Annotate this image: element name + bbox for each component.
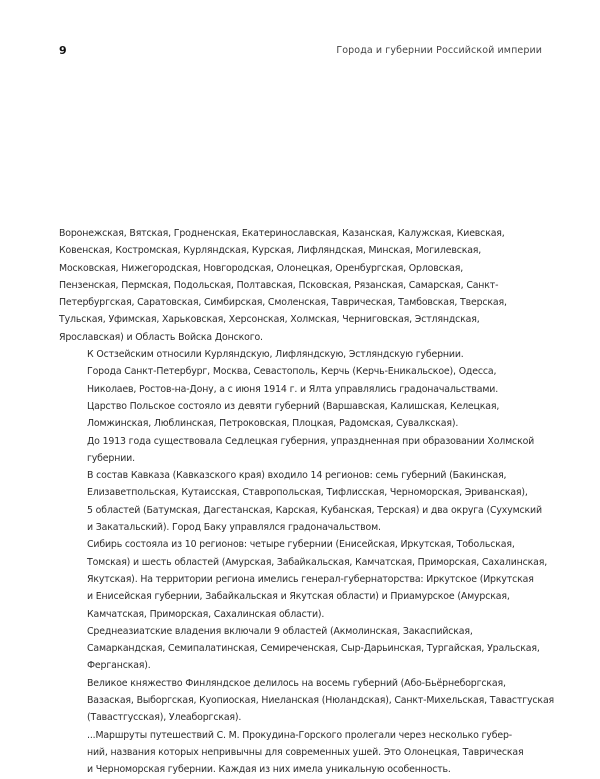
text-line: Ломжинская, Люблинская, Петроковская, Плоцкая, Радомская, Сувалкская). xyxy=(87,418,459,430)
text-line: Томская) и шесть областей (Амурская, Забайкальская, Камчатская, Приморская, Сахалинская, xyxy=(87,556,548,568)
text-line: Пензенская, Пермская, Подольская, Полтавская, Псковская, Рязанская, Самарская, Санкт- xyxy=(59,279,499,291)
text-line: Тульская, Уфимская, Харьковская, Херсонская, Холмская, Черниговская, Эстляндская, xyxy=(59,314,480,326)
text-line: До 1913 года существовала Седлецкая губерния, упраздненная при образовании Холмской xyxy=(87,435,535,447)
text-line: и Енисейская губернии, Забайкальская и Якутская области) и Приамурское (Амурская, xyxy=(87,591,510,603)
paragraph xyxy=(59,727,545,779)
text-line: (Тавастгусская), Улеаборгская). xyxy=(87,712,242,724)
text-line: Елизаветпольская, Кутаисская, Ставропольская, Тифлисская, Черноморская, Эриванская), xyxy=(87,487,528,499)
paragraph xyxy=(59,675,555,727)
paragraph xyxy=(59,225,545,346)
body-text xyxy=(59,225,555,779)
paragraph xyxy=(59,363,545,398)
text-line: Воронежская, Вятская, Гродненская, Екатеринославская, Казанская, Калужская, Киевская, xyxy=(59,228,505,239)
text-line: Среднеазиатские владения включали 9 областей (Акмолинская, Закаспийская, xyxy=(87,625,473,637)
page-number: 9 xyxy=(59,44,67,57)
text-line: Камчатская, Приморская, Сахалинская области). xyxy=(87,608,325,620)
text-line: Петербургская, Саратовская, Симбирская, Смоленская, Таврическая, Тамбовская, Тверская, xyxy=(59,297,507,309)
text-line: Царство Польское состояло из девяти губерний (Варшавская, Калишская, Келецкая, xyxy=(87,400,500,412)
text-line: и Закатальский). Город Баку управлялся градоначальством. xyxy=(87,522,381,534)
text-line: Великое княжество Финляндское делилось на восемь губерний (Або-Бьёрнеборгская, xyxy=(87,677,506,689)
paragraph xyxy=(59,623,545,675)
text-line: Самаркандская, Семипалатинская, Семиреченская, Сыр-Дарьинская, Тургайская, Уральская, xyxy=(87,643,540,655)
text-line: Вазаская, Выборгская, Куопиоская, Ниеланская (Нюландская), Санкт-Михельская, Тавастгуская xyxy=(87,695,555,707)
text-line: губернии. xyxy=(87,452,135,464)
paragraph xyxy=(59,398,545,433)
text-line: ний, названия которых непривычны для современных ушей. Это Олонецкая, Таврическая xyxy=(87,746,524,758)
paragraph xyxy=(59,467,545,536)
text-line: К Остзейским относили Курляндскую, Лифляндскую, Эстляндскую губернии. xyxy=(87,349,464,361)
text-line: Николаев, Ростов-на-Дону, а с июня 1914 г. и Ялта управлялись градоначальствами. xyxy=(87,383,499,395)
paragraph xyxy=(59,536,548,622)
text-line: Ковенская, Костромская, Курляндская, Курская, Лифляндская, Минская, Могилевская, xyxy=(59,245,482,257)
paragraph xyxy=(59,346,545,363)
text-line: Города Санкт-Петербург, Москва, Севастополь, Керчь (Керчь-Еникальское), Одесса, xyxy=(87,366,497,378)
text-line: Ярославская) и Область Войска Донского. xyxy=(59,331,263,343)
text-line: 5 областей (Батумская, Дагестанская, Карская, Кубанская, Терская) и два округа (Сухумский xyxy=(87,504,542,516)
text-line: Якутская). На территории региона имелись генерал-губернаторства: Иркутское (Иркутская xyxy=(87,573,534,585)
text-line: Московская, Нижегородская, Новгородская, Олонецкая, Оренбургская, Орловская, xyxy=(59,262,464,274)
text-line: Сибирь состояла из 10 регионов: четыре губернии (Енисейская, Иркутская, Тобольская, xyxy=(87,539,515,551)
paragraph xyxy=(59,433,545,468)
text-line: ...Маршруты путешествий С. М. Прокудина-Горского пролегали через несколько губер- xyxy=(87,729,512,741)
running-header-title: Города и губернии Российской империи xyxy=(336,45,542,56)
text-line: В состав Кавказа (Кавказского края) входило 14 регионов: семь губерний (Бакинская, xyxy=(87,470,507,482)
text-line: и Черноморская губернии. Каждая из них имела уникальную особенность. xyxy=(87,764,451,776)
text-line: Ферганская). xyxy=(87,660,151,672)
